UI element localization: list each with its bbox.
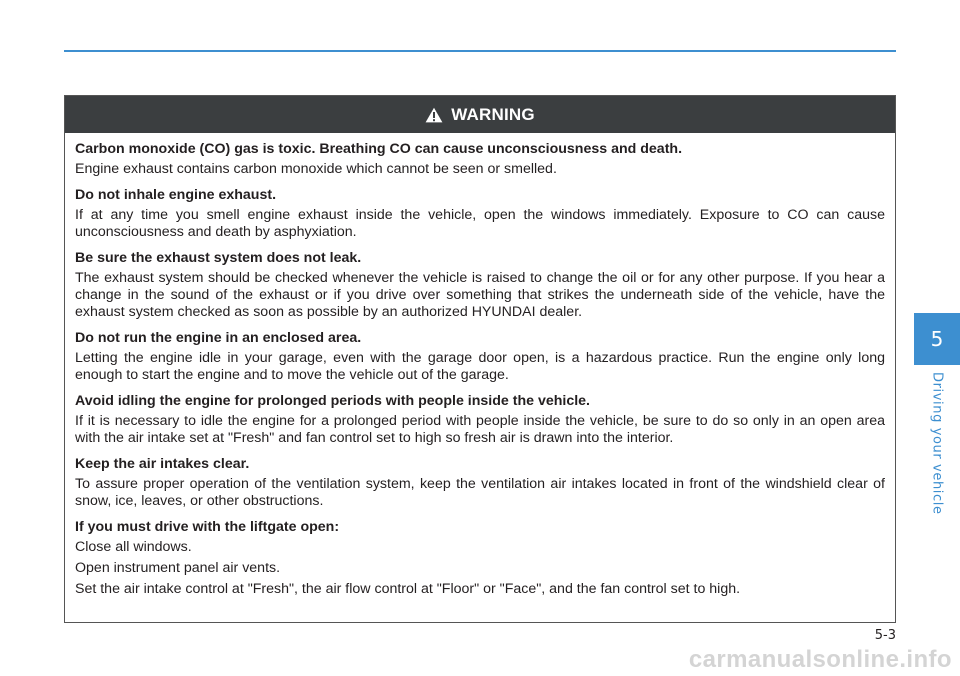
page-number: 5-3 [874, 628, 896, 643]
section-co-toxic [75, 141, 885, 178]
watermark: carmanualsonline.info [688, 646, 952, 673]
section-text: To assure proper operation of the ventilation system, keep the ventilation air intakes located in front of the windshield clear of snow, ice, leaves, or other obstructions. [75, 476, 885, 509]
section-text: The exhaust system should be checked whenever the vehicle is raised to change the oil or for any other purpose. If you hear a change in the sound of the exhaust or if you drive over something that strikes the underneath side of the vehicle, have the exhaust system checked as soon as possible by an authorized HYUNDAI dealer. [75, 270, 885, 320]
liftgate-line: Set the air intake control at "Fresh", the air flow control at "Floor" or "Face", and the fan control set to high. [75, 581, 741, 597]
warning-header [65, 96, 895, 133]
section-heading: Do not inhale engine exhaust. [75, 187, 277, 203]
section-text: If it is necessary to idle the engine for a prolonged period with people inside the vehicle, be sure to do so only in an open area with the air intake set at "Fresh" and fan control set to high so fresh air is drawn into the interior. [75, 413, 885, 446]
warning-box [64, 95, 896, 623]
section-enclosed-area [75, 330, 885, 384]
chapter-number-tab: 5 [914, 313, 960, 365]
section-heading: Do not run the engine in an enclosed area. [75, 330, 362, 346]
section-heading: Keep the air intakes clear. [75, 456, 250, 472]
section-heading: Carbon monoxide (CO) gas is toxic. Breathing CO can cause unconsciousness and death. [75, 141, 683, 157]
section-text: Letting the engine idle in your garage, even with the garage door open, is a hazardous practice. Run the engine only long enough to start the engine and to move the vehicle out of the garage. [75, 350, 885, 383]
section-heading: Be sure the exhaust system does not leak. [75, 250, 362, 266]
section-text: If at any time you smell engine exhaust inside the vehicle, open the windows immediately. Exposure to CO can cause unconsciousness and death by asphyxiation. [75, 207, 885, 240]
section-liftgate [75, 519, 885, 598]
section-idling [75, 393, 885, 447]
chapter-title-text: Driving your vehicle [929, 371, 945, 515]
warning-title: WARNING [451, 104, 535, 124]
warning-triangle-icon [425, 107, 443, 123]
section-air-intakes [75, 456, 885, 510]
section-exhaust-leak [75, 250, 885, 321]
chapter-title [922, 368, 952, 518]
section-text: Engine exhaust contains carbon monoxide which cannot be seen or smelled. [75, 161, 557, 177]
section-heading: If you must drive with the liftgate open: [75, 519, 340, 535]
top-rule [64, 50, 896, 52]
warning-body [65, 133, 895, 598]
section-inhale [75, 187, 885, 241]
liftgate-line: Open instrument panel air vents. [75, 560, 281, 576]
liftgate-line: Close all windows. [75, 539, 192, 555]
section-heading: Avoid idling the engine for prolonged periods with people inside the vehicle. [75, 393, 590, 409]
